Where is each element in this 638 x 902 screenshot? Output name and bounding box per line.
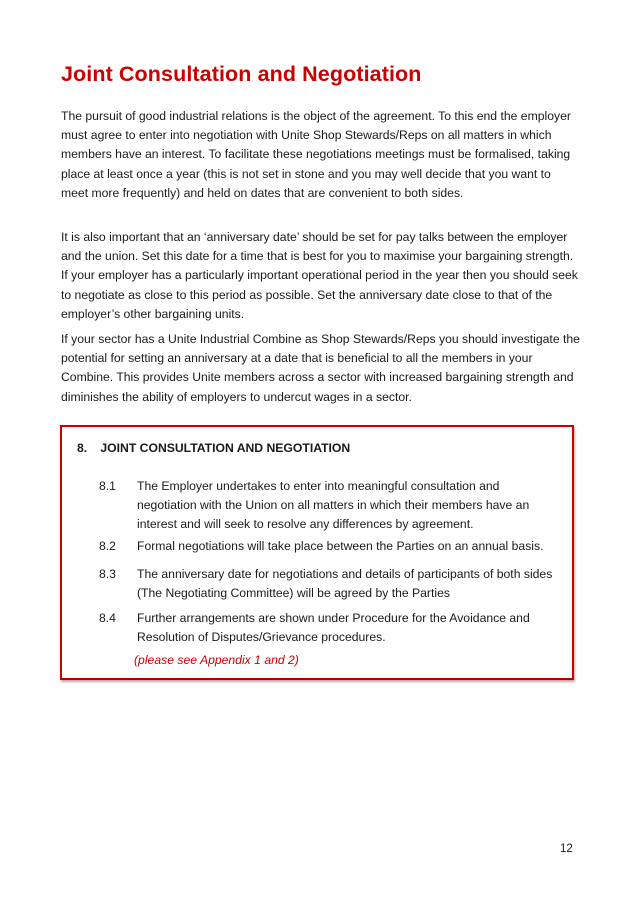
sub-clause-number: 8.1 — [99, 479, 116, 493]
sub-clause-text: The Employer undertakes to enter into meaningful consultation and negotiation with the Union on all matters in which their members have an interest and will seek to resolve any differences by agreement. — [137, 479, 530, 531]
clause-heading — [77, 441, 350, 455]
body-paragraph-intro: The pursuit of good industrial relations is the object of the agreement. To this end the employer must agree to enter into negotiation with Unite Shop Stewards/Reps on all matters in which members have an interest. To facilitate these negotiations meetings must be formalised, taking place at least once a year (this is not set in stone and you may well decide that you want to meet more frequently) and held on dates that are convenient to both sides. — [61, 109, 571, 200]
clause-number: 8. — [77, 441, 88, 455]
sub-clause-8-3 — [99, 565, 559, 603]
sub-clause-text: Formal negotiations will take place between the Parties on an annual basis. — [137, 539, 544, 553]
sub-clause-number: 8.4 — [99, 611, 116, 625]
sub-clause-text: Further arrangements are shown under Procedure for the Avoidance and Resolution of Disputes/Grievance procedures. — [137, 611, 530, 644]
sub-clause-8-1 — [99, 477, 559, 534]
sub-clause-number: 8.2 — [99, 539, 116, 553]
clause-box — [60, 425, 574, 680]
sub-clause-8-4 — [99, 609, 559, 647]
sub-clause-text: The anniversary date for negotiations and details of participants of both sides (The Negotiating Committee) will be agreed by the Parties — [137, 567, 553, 600]
body-paragraph-anniversary-date: It is also important that an ‘anniversary date’ should be set for pay talks between the employer and the union. Set this date for a time that is best for you to maximise your bargaining strength. If your employer has a particularly important operational period in the year then you should seek to negotiate as close to this period as possible. Set the anniversary date close to that of the employer’s other bargaining units. — [61, 230, 578, 321]
sub-clause-8-2 — [99, 537, 559, 556]
sub-clause-number: 8.3 — [99, 567, 116, 581]
clause-heading-text: JOINT CONSULTATION AND NEGOTIATION — [100, 441, 351, 455]
body-paragraph-industrial-combine: If your sector has a Unite Industrial Combine as Shop Stewards/Reps you should investigate the potential for setting an anniversary at a date that is beneficial to all the members in your Combine. This provides Unite members across a sector with increased bargaining strength and diminishes the ability of employers to undercut wages in a sector. — [61, 332, 580, 404]
page-title: Joint Consultation and Negotiation — [61, 62, 422, 86]
appendix-note: (please see Appendix 1 and 2) — [134, 653, 299, 667]
page-number: 12 — [560, 843, 573, 855]
